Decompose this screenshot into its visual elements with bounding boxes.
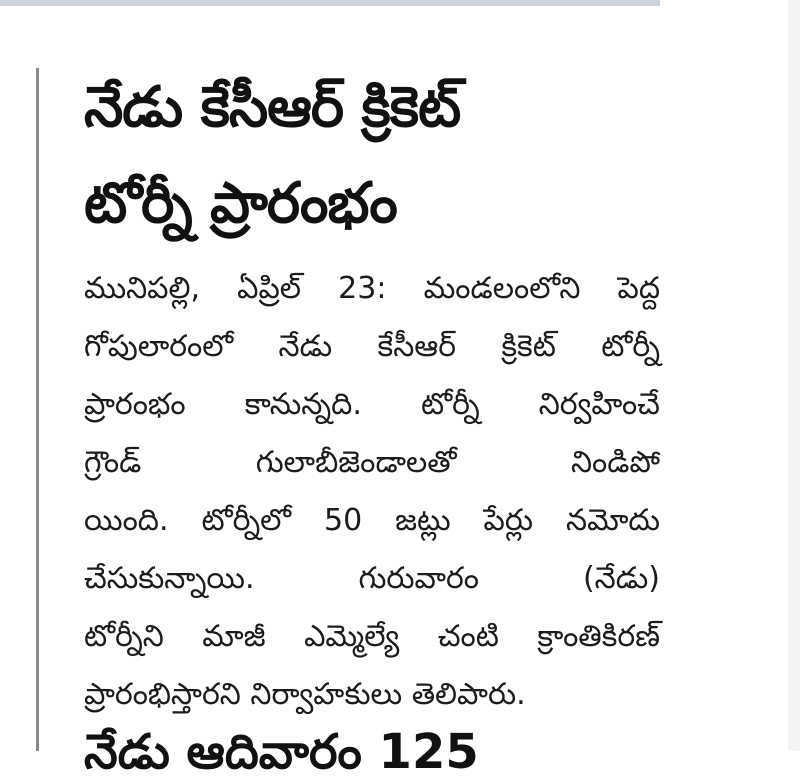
body-line-3: ప్రారంభం కానున్నది. టోర్నీ నిర్వహించే (84, 387, 660, 422)
body-line-8: ప్రారంభిస్తారని నిర్వాహకులు తెలిపారు. (84, 677, 526, 712)
page-edge (788, 0, 800, 751)
headline-line-2: టోర్నీ ప్రారంభం (84, 171, 397, 236)
body-line-1: మునిపల్లి, ఏప్రిల్ 23: మండలంలోని పెద్ద (84, 271, 660, 306)
next-article-headline: నేడు ఆదివారం 125 (84, 724, 479, 780)
article-headline (84, 60, 664, 252)
headline-line-1: నేడు కేసీఆర్ క్రికెట్ (84, 75, 461, 140)
body-line-2: గోపులారంలో నేడు కేసీఆర్ క్రికెట్ టోర్నీ (84, 329, 660, 364)
body-line-5: యింది. టోర్నీలో 50 జట్లు పేర్లు నమోదు (84, 503, 660, 538)
top-border-strip (0, 0, 660, 6)
body-line-6: చేసుకున్నాయి. గురువారం (నేడు) (84, 561, 660, 596)
article-body (84, 260, 660, 724)
body-line-7: టోర్నీని మాజీ ఎమ్మెల్యే చంటి క్రాంతికిరణ్ (84, 619, 660, 654)
column-divider (36, 68, 39, 751)
news-article (84, 60, 664, 724)
body-line-4: గ్రౌండ్ గులాబీజెండాలతో నిండిపో (84, 445, 660, 480)
